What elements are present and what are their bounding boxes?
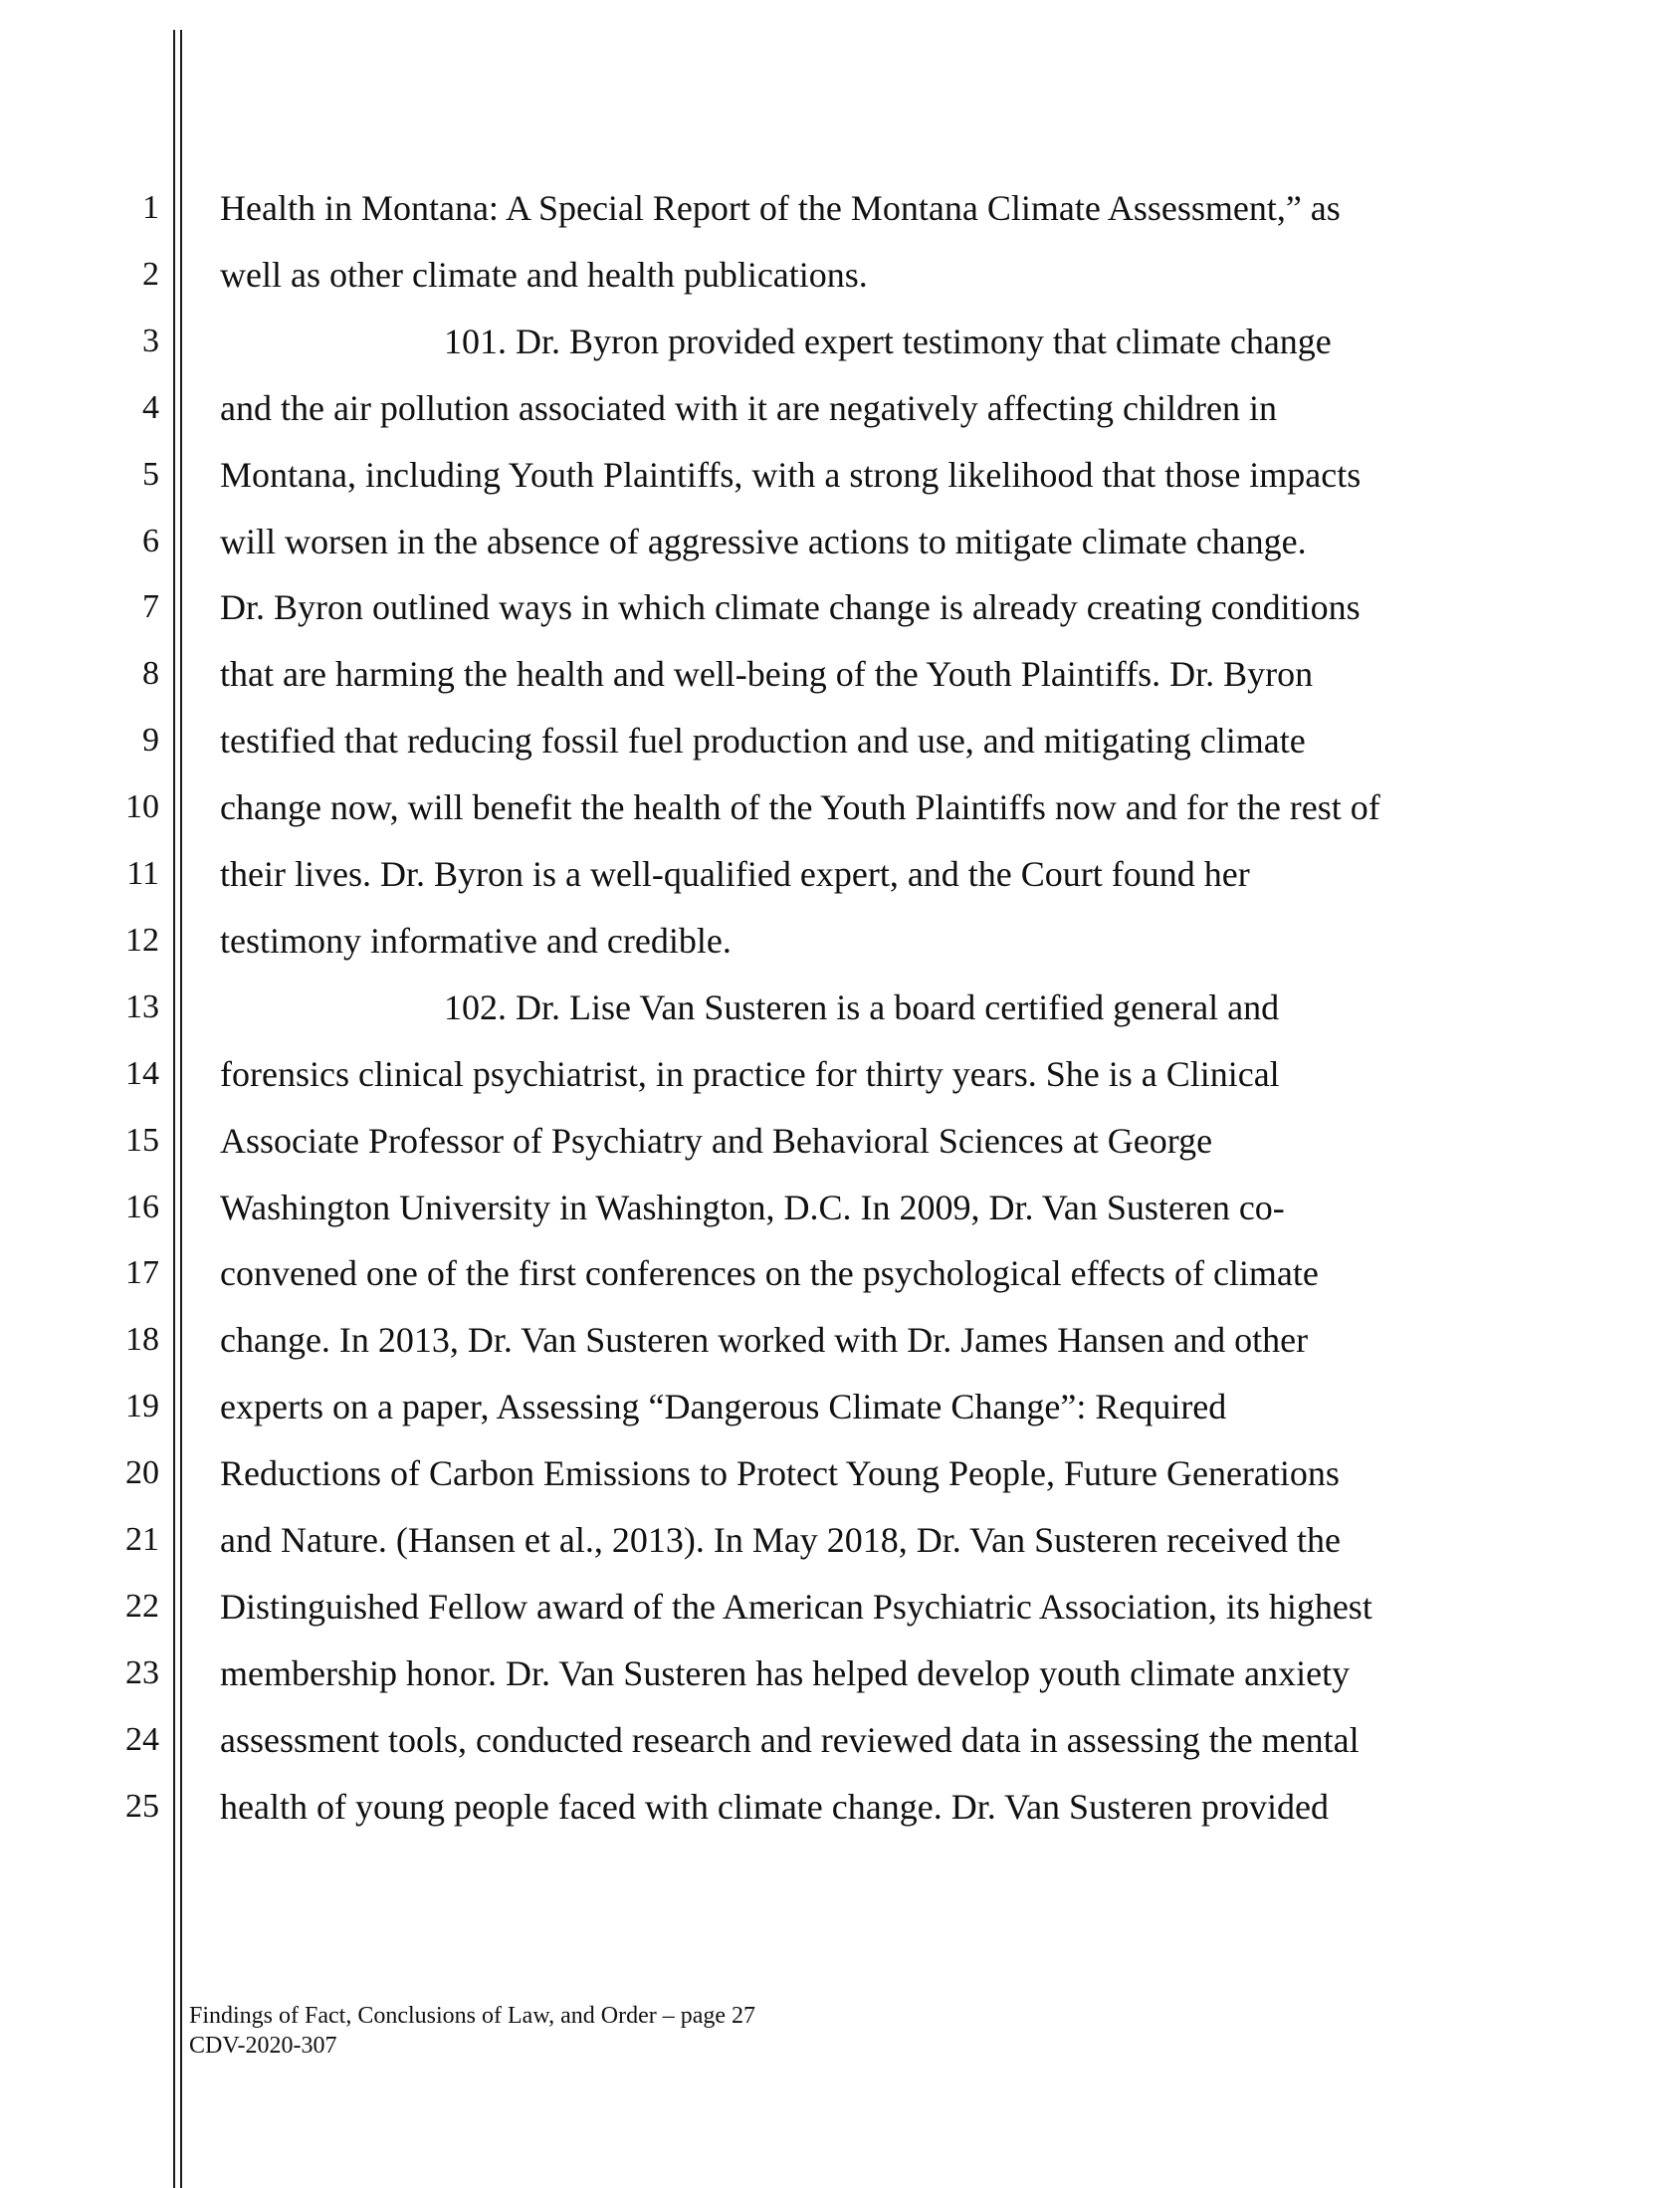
- line-number: 22: [125, 1587, 159, 1625]
- line-number: 21: [125, 1521, 159, 1558]
- paragraph-start-line: 102. Dr. Lise Van Susteren is a board certified general and: [444, 986, 1280, 1027]
- text-line: that are harming the health and well-being of the Youth Plaintiffs. Dr. Byron: [220, 654, 1314, 695]
- line-number: 20: [125, 1454, 159, 1492]
- text-line: Reductions of Carbon Emissions to Protect Young People, Future Generations: [220, 1453, 1340, 1494]
- paragraph-start-line: 101. Dr. Byron provided expert testimony that climate change: [444, 321, 1332, 361]
- line-number: 18: [125, 1321, 159, 1359]
- line-number: 2: [142, 255, 159, 293]
- line-number: 1: [142, 189, 159, 226]
- line-number: 9: [142, 722, 159, 760]
- line-number: 7: [142, 588, 159, 626]
- footer-case-number: CDV-2020-307: [189, 2033, 337, 2059]
- text-line: Associate Professor of Psychiatry and Behavioral Sciences at George: [220, 1120, 1213, 1161]
- text-line: Dr. Byron outlined ways in which climate change is already creating conditions: [220, 587, 1361, 628]
- line-number: 23: [125, 1653, 159, 1691]
- line-number: 5: [142, 455, 159, 493]
- text-line: change now, will benefit the health of the Youth Plaintiffs now and for the rest of: [220, 787, 1380, 828]
- line-number: 10: [125, 788, 159, 826]
- line-number: 4: [142, 388, 159, 426]
- text-line: testified that reducing fossil fuel production and use, and mitigating climate: [220, 721, 1306, 762]
- line-number: 8: [142, 655, 159, 693]
- line-number: 6: [142, 522, 159, 559]
- text-line: health of young people faced with climate change. Dr. Van Susteren provided: [220, 1786, 1329, 1827]
- line-number: 13: [125, 987, 159, 1025]
- text-line: and the air pollution associated with it are negatively affecting children in: [220, 387, 1277, 428]
- text-line: membership honor. Dr. Van Susteren has helped develop youth climate anxiety: [220, 1652, 1351, 1693]
- text-line: their lives. Dr. Byron is a well-qualified expert, and the Court found her: [220, 854, 1250, 894]
- line-number: 24: [125, 1720, 159, 1758]
- line-number: 15: [125, 1121, 159, 1159]
- text-line: assessment tools, conducted research and reviewed data in assessing the mental: [220, 1719, 1360, 1760]
- line-number: 12: [125, 921, 159, 959]
- text-line: convened one of the first conferences on the psychological effects of climate: [220, 1253, 1319, 1294]
- footer-title: Findings of Fact, Conclusions of Law, and Order – page 27: [189, 2003, 756, 2029]
- line-number: 19: [125, 1388, 159, 1425]
- margin-rule-left: [173, 30, 175, 2188]
- text-line: well as other climate and health publications.: [220, 254, 868, 295]
- text-line: will worsen in the absence of aggressive actions to mitigate climate change.: [220, 521, 1307, 561]
- text-line: experts on a paper, Assessing “Dangerous Climate Change”: Required: [220, 1387, 1227, 1427]
- text-line: Distinguished Fellow award of the American Psychiatric Association, its highest: [220, 1586, 1372, 1627]
- text-line: Washington University in Washington, D.C. In 2009, Dr. Van Susteren co-: [220, 1187, 1285, 1227]
- page-footer: [189, 2001, 755, 2061]
- line-number: 11: [126, 855, 159, 892]
- margin-rule-right: [180, 30, 182, 2188]
- line-number: 3: [142, 322, 159, 359]
- text-line: forensics clinical psychiatrist, in practice for thirty years. She is a Clinical: [220, 1053, 1280, 1094]
- text-line: Health in Montana: A Special Report of the Montana Climate Assessment,” as: [220, 188, 1341, 228]
- text-line: change. In 2013, Dr. Van Susteren worked with Dr. James Hansen and other: [220, 1320, 1309, 1361]
- line-number: 16: [125, 1188, 159, 1225]
- text-line: and Nature. (Hansen et al., 2013). In May 2018, Dr. Van Susteren received the: [220, 1520, 1342, 1560]
- line-number: 14: [125, 1054, 159, 1092]
- line-number: 25: [125, 1787, 159, 1825]
- text-line: Montana, including Youth Plaintiffs, with a strong likelihood that those impacts: [220, 454, 1362, 495]
- text-line: testimony informative and credible.: [220, 920, 732, 961]
- line-number: 17: [125, 1254, 159, 1292]
